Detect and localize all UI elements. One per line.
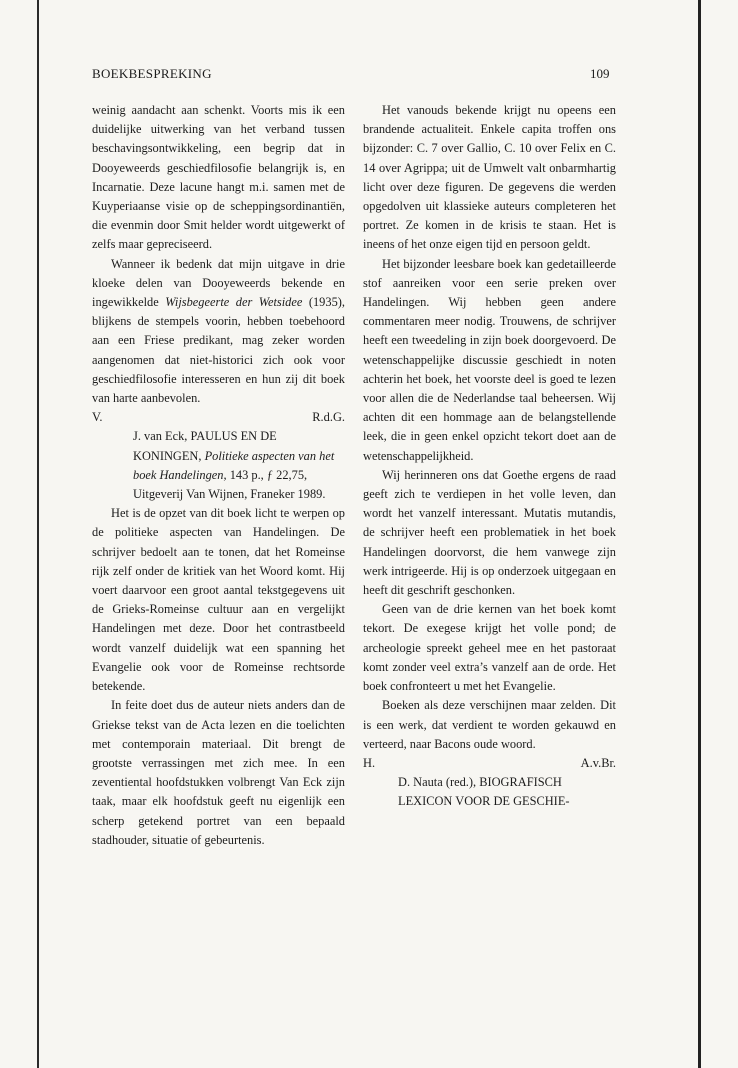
- right-column: [363, 101, 616, 812]
- book-subtitle: Politieke aspecten van het boek Handelingen,: [133, 448, 335, 482]
- paragraph: Het bijzonder leesbare boek kan gedetailleerde stof aanreiken voor een serie preken over Handelingen. Wij hebben geen andere commentaren meer nodig. Trouwens, de schrijver heeft een tweedeling in zijn boek doorgevoerd. De wetenschappelijke discussie geschiedt in noten achterin het boek, het voorste deel is goed te lezen voor allen die de Nederlandse taal beheersen. Wij achten dit een hommage aan de belangstellende leek, die in geen enkel opzicht tekort doet aan de wetenschappelijkheid.: [363, 256, 616, 463]
- signature-initial: H.: [363, 755, 376, 770]
- scan-border-right: [698, 0, 701, 1068]
- review-heading-text: J. van Eck, PAULUS EN DE KONINGEN,: [133, 429, 277, 463]
- page-number: 109: [590, 66, 610, 81]
- paragraph: Wij herinneren ons dat Goethe ergens de raad geeft zich te verdiepen in het volle leven, dan wordt het vanzelf interessant. Mutatis mutandis, de schrijver heeft een problematiek in het boek Handelingen doorvorst, die hem vanwege zijn werk intrigeerde. Hij is op onderzoek uitgegaan en heeft dit geschrift geschonken.: [363, 467, 616, 598]
- left-column: [92, 101, 345, 850]
- review-signature: [363, 754, 616, 773]
- review-signature: [92, 408, 345, 427]
- paragraph: Het vanouds bekende krijgt nu opeens een brandende actualiteit. Enkele capita troffen ons bijzonder: C. 7 over Gallio, C. 10 over Felix en C. 14 over Agrippa; uit de Umwelt valt onbarmhartig licht over deze figuren. De gegevens die werden opgedolven uit klassieke auteurs completeren het portret. Ze komen in de krisis te staan. Het is ineens of het onze eigen tijd en persoon geldt.: [363, 103, 616, 252]
- paragraph: Het is de opzet van dit boek licht te werpen op de politieke aspecten van Handelingen. De schrijver bedoelt aan te tonen, dat het Romeinse rijk zelf onder de kritiek van het Woord komt. Hij voert daarvoor een groot aantal tekstgegevens uit de Grieks-Romeinse cultuur aan en vergelijkt Handelingen met deze. Door het contrastbeeld wordt vanzelf duidelijk wat een spanning het Evangelie ook voor de Romeinse rechtsorde betekende.: [92, 506, 345, 694]
- paragraph: Boeken als deze verschijnen maar zelden. Dit is een werk, dat verdient te worden gekauwd en verteerd, naar Bacons oude woord.: [363, 698, 616, 751]
- review-heading: [92, 427, 345, 504]
- signature-reviewer: A.v.Br.: [580, 755, 616, 770]
- paragraph: weinig aandacht aan schenkt. Voorts mis ik een duidelijke uitwerking van het verband tussen beschavingsontwikkeling, een begrip dat in Dooyeweerds geschiedfilosofie belangrijk is, en Incarnatie. Deze lacune hangt m.i. samen met de Kuyperiaanse visie op de scheppingsordinantiën, die evenmin door Smit helder wordt uitgewerkt of zelfs maar gepreciseerd.: [92, 103, 345, 252]
- paragraph: Geen van de drie kernen van het boek komt tekort. De exegese krijgt het volle pond; de archeologie spreekt geheel mee en het pastoraat komt zonder veel extra’s vanzelf aan de orde. Het boek confronteert u met het Evangelie.: [363, 602, 616, 694]
- paragraph: [92, 255, 345, 409]
- signature-reviewer: R.d.G.: [312, 410, 345, 425]
- scan-border-left: [37, 0, 39, 1068]
- book-title: Wijsbegeerte der Wetsidee: [165, 295, 303, 310]
- paragraph-text: (1935), blijkens de stempels voorin, hebben toebehoord aan een Friese predikant, mag zeker worden aangenomen dat niet-historici zich ook voor geschiedfilosofie interesseren en hun zij dit boek van harte aanbevolen.: [92, 295, 345, 406]
- signature-initial: V.: [92, 410, 103, 425]
- running-head: BOEKBESPREKING: [92, 66, 212, 81]
- review-heading-text: 143 p., ƒ 22,75, Uitgeverij Van Wijnen, Franeker 1989.: [133, 467, 326, 502]
- review-heading: D. Nauta (red.), BIOGRAFISCH LEXICON VOOR DE GESCHIE-: [398, 775, 570, 809]
- paragraph-text: Wanneer ik bedenk dat mijn uitgave in drie kloeke delen van Dooyeweerds bekende en ingewikkelde: [92, 256, 345, 310]
- paragraph: In feite doet dus de auteur niets anders dan de Griekse tekst van de Acta lezen en die toelichten met contemporain materiaal. Dit brengt de grootste verrassingen met zich mee. In een zeventiental hoofdstukken volbrengt Van Eck zijn taak, maar elk hoofdstuk geeft nu eigenlijk een scherp getekend portret van een bepaald stadhouder, situatie of gebeurtenis.: [92, 698, 345, 847]
